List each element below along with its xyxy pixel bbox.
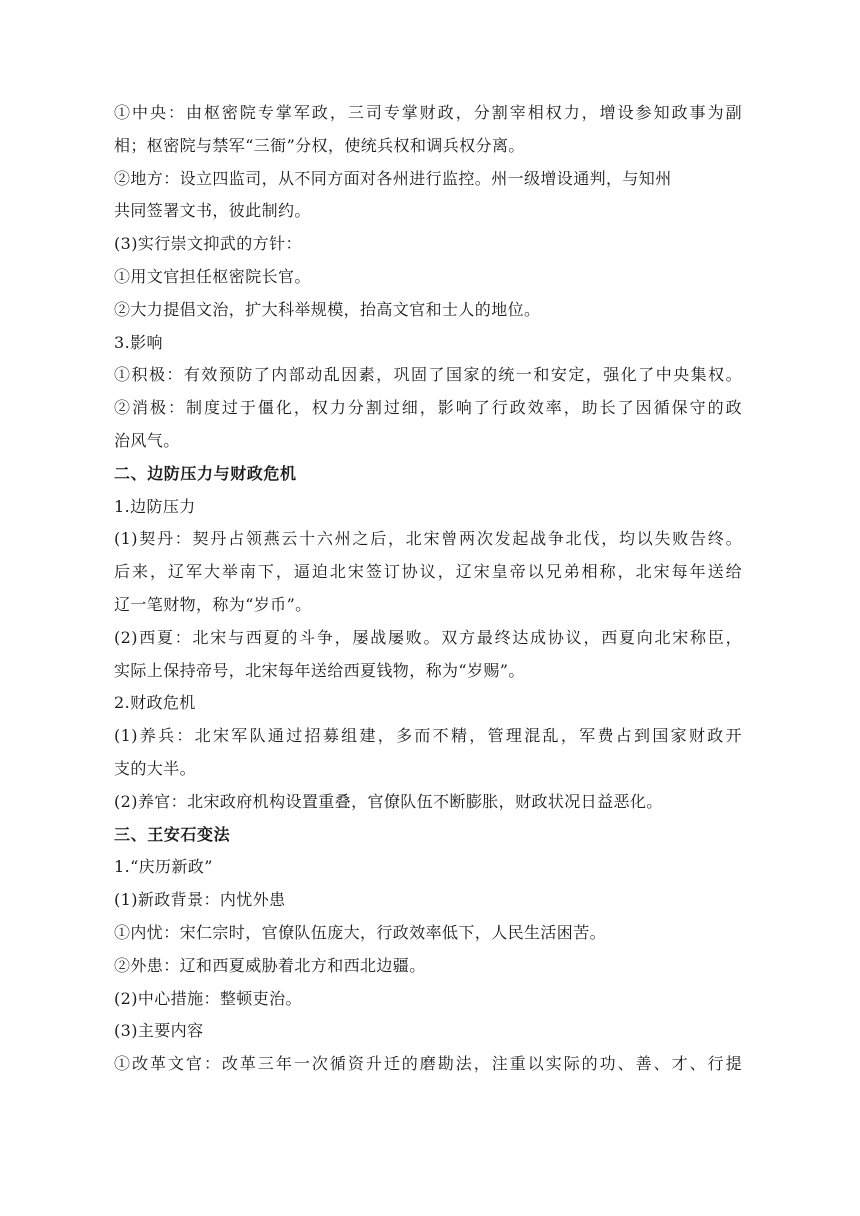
text-line: (3)主要内容 <box>114 1021 204 1041</box>
text-line: 实际上保持帝号，北宋每年送给西夏钱物，称为“岁赐”。 <box>114 660 525 680</box>
text-line: 共同签署文书，彼此制约。 <box>114 201 311 221</box>
section-heading: 二、边防压力与财政危机 <box>114 463 297 483</box>
text-line: ②大力提倡文治，扩大科举规模，抬高文官和士人的地位。 <box>114 299 541 319</box>
text-line: 1.“庆历新政” <box>114 857 213 877</box>
text-line: (1)养兵：北宋军队通过招募组建，多而不精，管理混乱，军费占到国家财政开 <box>114 726 742 746</box>
text-line: 2.财政危机 <box>114 693 196 713</box>
text-line: (2)西夏：北宋与西夏的斗争，屡战屡败。双方最终达成协议，西夏向北宋称臣， <box>114 627 742 647</box>
text-line: ①内忧：宋仁宗时，官僚队伍庞大，行政效率低下，人民生活困苦。 <box>114 922 607 942</box>
text-line: ②地方：设立四监司，从不同方面对各州进行监控。州一级增设通判，与知州 <box>114 168 672 188</box>
text-line: 3.影响 <box>114 332 163 352</box>
text-line: 后来，辽军大举南下，逼迫北宋签订协议，辽宋皇帝以兄弟相称，北宋每年送给 <box>114 562 742 582</box>
document-page <box>114 97 742 1081</box>
text-line: (1)新政背景：内忧外患 <box>114 890 286 910</box>
text-line: 辽一笔财物，称为“岁币”。 <box>114 594 312 614</box>
text-line: 相；枢密院与禁军“三衙”分权，使统兵权和调兵权分离。 <box>114 135 525 155</box>
text-line: (2)养官：北宋政府机构设置重叠，官僚队伍不断膨胀，财政状况日益恶化。 <box>114 791 663 811</box>
text-line: (1)契丹：契丹占领燕云十六州之后，北宋曾两次发起战争北伐，均以失败告终。 <box>114 529 742 549</box>
text-line: 1.边防压力 <box>114 496 196 516</box>
text-line: ①用文官担任枢密院长官。 <box>114 266 311 286</box>
text-line: (2)中心措施：整顿吏治。 <box>114 988 302 1008</box>
text-line: 支的大半。 <box>114 758 197 778</box>
text-line: 治风气。 <box>114 430 180 450</box>
text-line: ①改革文官：改革三年一次循资升迁的磨勘法，注重以实际的功、善、才、行提 <box>114 1054 742 1074</box>
text-line: ②消极：制度过于僵化，权力分割过细，影响了行政效率，助长了因循保守的政 <box>114 398 742 418</box>
text-line: ①积极：有效预防了内部动乱因素，巩固了国家的统一和安定，强化了中央集权。 <box>114 365 742 385</box>
text-line: (3)实行崇文抑武的方针： <box>114 234 302 254</box>
text-line: ①中央：由枢密院专掌军政，三司专掌财政，分割宰相权力，增设参知政事为副 <box>114 103 742 122</box>
text-line: ②外患：辽和西夏威胁着北方和西北边疆。 <box>114 955 426 975</box>
section-heading: 三、王安石变法 <box>114 824 231 844</box>
